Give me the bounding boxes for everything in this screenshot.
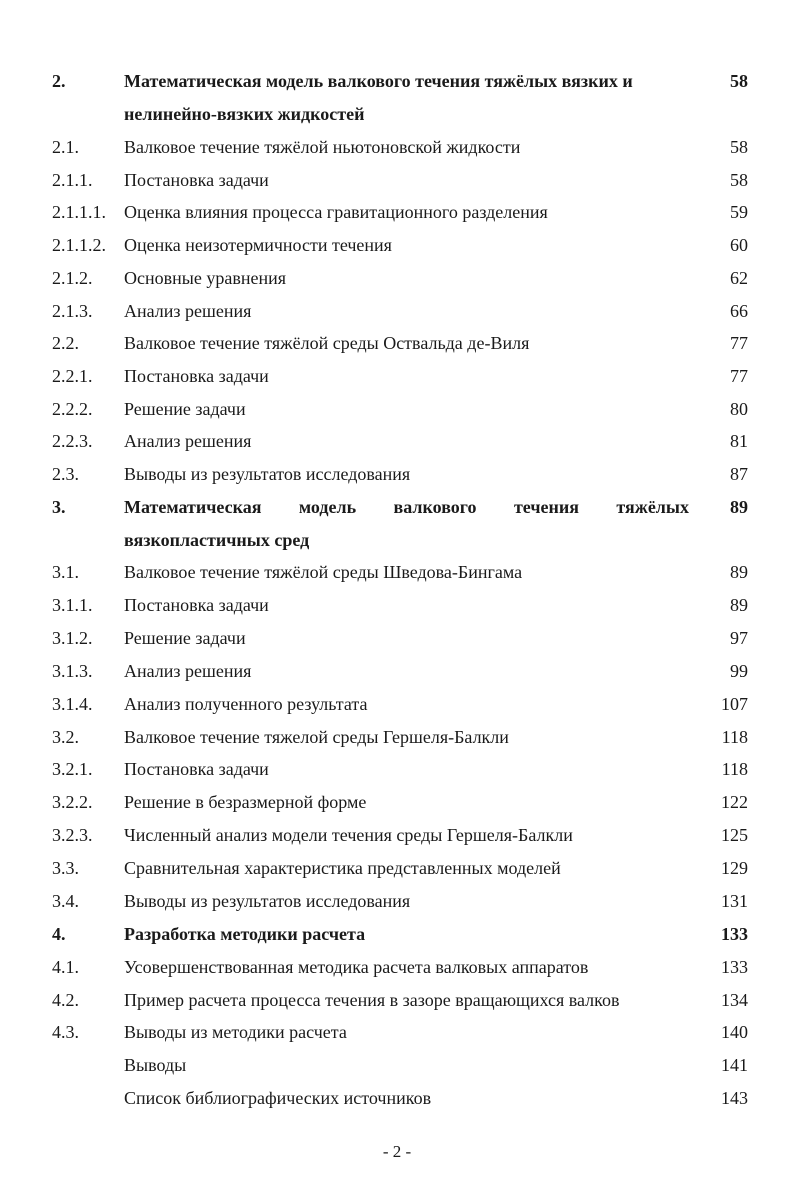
toc-entry — [0, 1017, 794, 1047]
toc-entry-title: Постановка задачи — [124, 595, 269, 615]
toc-entry-title: Валковое течение тяжёлой среды Шведова-Бингама — [124, 562, 523, 582]
toc-entry-page: 58 — [730, 137, 748, 157]
toc-entry — [0, 787, 794, 817]
toc-entry — [0, 689, 794, 719]
page-number: - 2 - — [382, 1142, 412, 1161]
toc-entry-number: 4.2. — [52, 990, 79, 1010]
toc-entry-title: Основные уравнения — [124, 268, 286, 288]
toc-entry-page: 134 — [721, 990, 748, 1010]
toc-entry — [0, 590, 794, 620]
toc-entry-number: 2.2.3. — [52, 431, 93, 451]
toc-entry-title: Пример расчета процесса течения в зазоре вращающихся валков — [124, 990, 620, 1010]
toc-entry-title: Анализ решения — [124, 301, 252, 321]
toc-entry — [0, 722, 794, 752]
toc-entry-number: 3.2. — [52, 727, 79, 747]
toc-entry-chapter-2-continued — [0, 99, 794, 129]
toc-entry-number: 3.4. — [52, 891, 79, 911]
toc-entry-page: 81 — [730, 431, 748, 451]
toc-entry-title: Список библиографических источников — [124, 1088, 432, 1108]
toc-entry-number: 2.1.1.2. — [52, 235, 106, 255]
toc-entry-number: 2.1. — [52, 137, 79, 157]
toc-entry-chapter-2 — [0, 66, 794, 96]
toc-entry-number: 2.1.1.1. — [52, 202, 106, 222]
toc-entry — [0, 459, 794, 489]
toc-entry-page: 58 — [730, 170, 748, 190]
toc-entry — [0, 197, 794, 227]
toc-entry-page: 66 — [730, 301, 748, 321]
toc-entry-title: Постановка задачи — [124, 366, 269, 386]
toc-entry-number: 4.1. — [52, 957, 79, 977]
toc-entry-number: 3. — [52, 497, 66, 517]
toc-title-word: течения — [513, 497, 579, 517]
toc-entry-page: 118 — [721, 759, 748, 779]
toc-title-word: модель — [298, 497, 357, 517]
toc-entry-page: 59 — [730, 202, 748, 222]
toc-entry — [0, 296, 794, 326]
toc-entry-title-continued: вязкопластичных сред — [124, 530, 310, 550]
toc-entry-number: 3.3. — [52, 858, 79, 878]
toc-entry-title: Усовершенствованная методика расчета валковых аппаратов — [124, 957, 589, 977]
toc-entry — [0, 557, 794, 587]
toc-entry-page: 89 — [730, 595, 748, 615]
toc-entry-page: 97 — [730, 628, 748, 648]
toc-entry — [0, 263, 794, 293]
toc-entry — [0, 952, 794, 982]
toc-entry-title — [124, 492, 689, 522]
toc-entry — [0, 165, 794, 195]
toc-entry-number: 4. — [52, 924, 66, 944]
toc-entry-title: Анализ решения — [124, 661, 252, 681]
toc-entry — [0, 132, 794, 162]
toc-entry-title: Математическая модель валкового течения тяжёлых вязких и — [124, 71, 633, 91]
toc-entry-number: 2.1.3. — [52, 301, 93, 321]
toc-entry-page: 133 — [721, 924, 748, 944]
toc-entry-chapter-3 — [0, 492, 794, 522]
toc-entry-number: 3.1.3. — [52, 661, 93, 681]
toc-entry — [0, 361, 794, 391]
toc-entry-number: 3.1.4. — [52, 694, 93, 714]
toc-entry-number: 3.2.1. — [52, 759, 93, 779]
toc-entry-page: 58 — [730, 71, 748, 91]
toc-entry-number: 2.3. — [52, 464, 79, 484]
toc-entry-page: 131 — [721, 891, 748, 911]
toc-entry-title: Решение в безразмерной форме — [124, 792, 367, 812]
toc-entry-number: 2.1.2. — [52, 268, 93, 288]
toc-entry-page: 122 — [721, 792, 748, 812]
toc-entry-title: Валковое течение тяжёлой ньютоновской жидкости — [124, 137, 521, 157]
toc-entry-title: Сравнительная характеристика представленных моделей — [124, 858, 561, 878]
toc-entry-title: Выводы — [124, 1055, 187, 1075]
toc-entry — [0, 853, 794, 883]
toc-entry — [0, 820, 794, 850]
toc-entry-page: 60 — [730, 235, 748, 255]
toc-entry-title: Выводы из результатов исследования — [124, 891, 411, 911]
toc-entry-title: Валковое течение тяжелой среды Гершеля-Балкли — [124, 727, 509, 747]
toc-entry-title: Валковое течение тяжёлой среды Оствальда де-Виля — [124, 333, 530, 353]
toc-entry-title-continued: нелинейно-вязких жидкостей — [124, 104, 365, 124]
toc-entry-title: Выводы из результатов исследования — [124, 464, 411, 484]
toc-entry-title: Разработка методики расчета — [124, 924, 366, 944]
toc-entry — [0, 656, 794, 686]
toc-entry-title: Решение задачи — [124, 399, 246, 419]
toc-entry — [0, 394, 794, 424]
toc-entry-number: 3.1.1. — [52, 595, 93, 615]
toc-entry-page: 89 — [730, 497, 748, 517]
toc-title-word: валкового — [393, 497, 477, 517]
toc-entry-conclusions — [0, 1050, 794, 1080]
toc-entry-number: 4.3. — [52, 1022, 79, 1042]
toc-entry-page: 99 — [730, 661, 748, 681]
toc-entry-title: Постановка задачи — [124, 759, 269, 779]
toc-entry-page: 133 — [721, 957, 748, 977]
toc-entry — [0, 426, 794, 456]
toc-entry-page: 125 — [721, 825, 748, 845]
toc-entry-page: 62 — [730, 268, 748, 288]
toc-entry-number: 2.2. — [52, 333, 79, 353]
toc-entry-bibliography — [0, 1083, 794, 1113]
toc-entry-page: 141 — [721, 1055, 748, 1075]
toc-entry-number: 2.2.2. — [52, 399, 93, 419]
toc-entry — [0, 985, 794, 1015]
toc-entry-title: Численный анализ модели течения среды Гершеля-Балкли — [124, 825, 573, 845]
toc-entry-page: 107 — [721, 694, 748, 714]
toc-entry-title: Анализ решения — [124, 431, 252, 451]
toc-entry — [0, 886, 794, 916]
toc-entry-title: Оценка влияния процесса гравитационного разделения — [124, 202, 548, 222]
toc-entry-page: 129 — [721, 858, 748, 878]
toc-entry-number: 2.1.1. — [52, 170, 93, 190]
toc-entry-number: 3.2.3. — [52, 825, 93, 845]
toc-entry-chapter-4 — [0, 919, 794, 949]
toc-entry-title: Анализ полученного результата — [124, 694, 368, 714]
toc-entry-title: Оценка неизотермичности течения — [124, 235, 392, 255]
toc-entry-page: 140 — [721, 1022, 748, 1042]
toc-entry-page: 77 — [730, 366, 748, 386]
toc-entry-page: 143 — [721, 1088, 748, 1108]
toc-entry-number: 2.2.1. — [52, 366, 93, 386]
toc-entry — [0, 754, 794, 784]
toc-entry-page: 77 — [730, 333, 748, 353]
toc-entry-number: 3.2.2. — [52, 792, 93, 812]
toc-entry-number: 3.1. — [52, 562, 79, 582]
toc-title-word: Математическая — [124, 497, 262, 517]
toc-title-word: тяжёлых — [616, 497, 689, 517]
toc-entry-page: 89 — [730, 562, 748, 582]
toc-entry-number: 2. — [52, 71, 66, 91]
toc-entry-page: 80 — [730, 399, 748, 419]
toc-entry-page: 118 — [721, 727, 748, 747]
toc-entry — [0, 230, 794, 260]
toc-entry — [0, 623, 794, 653]
toc-entry-chapter-3-continued — [0, 525, 794, 555]
toc-entry-number: 3.1.2. — [52, 628, 93, 648]
toc-entry-page: 87 — [730, 464, 748, 484]
toc-entry-title: Постановка задачи — [124, 170, 269, 190]
toc-entry-title: Решение задачи — [124, 628, 246, 648]
toc-entry — [0, 328, 794, 358]
toc-entry-title: Выводы из методики расчета — [124, 1022, 347, 1042]
